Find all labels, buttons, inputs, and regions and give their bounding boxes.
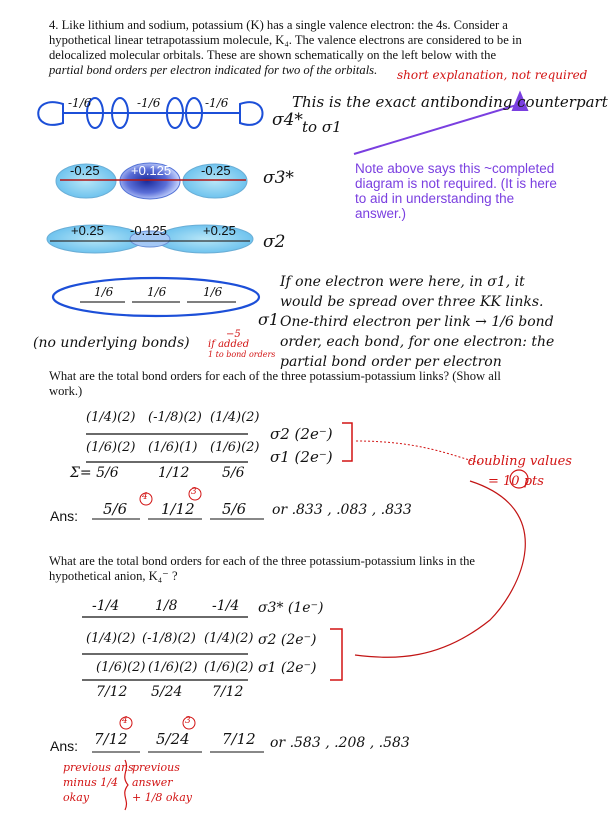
q1-sum: Σ= 5/6 <box>70 465 119 481</box>
problem-line: 4. Like lithium and sodium, potassium (K) has a single valence electron: the 4s. Consider a <box>49 18 508 32</box>
problem-line: partial bond orders per electron indicated for two of the orbitals. <box>49 63 378 77</box>
q2-label-s1: σ1 (2e⁻) <box>258 660 317 676</box>
sigma3-value: +0.125 <box>131 163 172 178</box>
q1-points: 4 <box>142 492 148 502</box>
grading-line: minus 1/4 <box>63 776 118 789</box>
q2-points: 3 <box>185 716 191 726</box>
sigma1-note-line: One-third electron per link → 1/6 bond <box>280 314 554 330</box>
if-added-line: if added <box>208 339 250 350</box>
q1-s1-term: (1/6)(2) <box>86 440 136 455</box>
doubling-line: doubling values <box>468 454 572 469</box>
margin-note: short explanation, not required <box>397 68 588 82</box>
sigma4-value: -1/6 <box>68 96 92 110</box>
q2-label-s3: σ3* (1e⁻) <box>258 600 324 616</box>
sigma4-label: σ4* <box>272 110 303 130</box>
q2-prompt <box>49 554 609 584</box>
q1-answer: 1/12 <box>161 500 195 518</box>
if-added-line: 1 to bond orders <box>208 350 276 359</box>
q1-sum: 5/6 <box>222 465 245 481</box>
sigma2-value: +0.25 <box>203 223 236 238</box>
q1-prompt-line: What are the total bond orders for each of the three potassium-potassium links? (Show all <box>49 369 501 383</box>
grading-note-right <box>132 760 192 805</box>
q1-points: 3 <box>191 487 197 497</box>
sigma1-note-line: order, each bond, for one electron: the <box>280 334 555 350</box>
q2-s1-term: (1/6)(2) <box>96 660 146 675</box>
q2-prompt-line: hypothetical anion, K₄⁻ ? <box>49 569 178 583</box>
q1-ans-label: Ans: <box>50 508 79 524</box>
q2-s3-term: -1/4 <box>212 598 240 614</box>
sigma3-value: -0.25 <box>201 163 231 178</box>
if-added-note <box>208 330 275 360</box>
sigma2-value: -0.125 <box>130 223 167 238</box>
sigma1-value: 1/6 <box>147 285 167 299</box>
q2-prompt-line: What are the total bond orders for each of the three potassium-potassium links in the <box>49 554 475 568</box>
q2-s3-term: 1/8 <box>155 598 178 614</box>
q2-s2-term: (1/4)(2) <box>86 631 136 646</box>
doubling-line: = 10 pts <box>488 474 544 489</box>
sigma4-note: to σ1 <box>302 118 342 136</box>
q2-s2-term: (1/4)(2) <box>204 631 254 646</box>
q2-s1-term: (1/6)(2) <box>148 660 198 675</box>
q1-label-s1: σ1 (2e⁻) <box>270 448 333 466</box>
sigma4-value: -1/6 <box>137 96 161 110</box>
q1-prompt-line: work.) <box>49 384 83 398</box>
grading-line: previous ans <box>63 761 134 774</box>
grading-note-left <box>63 760 134 805</box>
q1-label-s2: σ2 (2e⁻) <box>270 425 333 443</box>
q1-s2-term: (1/4)(2) <box>210 410 260 425</box>
q2-answer: 5/24 <box>156 730 190 748</box>
q2-sum: 7/12 <box>96 684 128 700</box>
q2-sum: 7/12 <box>212 684 244 700</box>
q2-s3-term: -1/4 <box>92 598 120 614</box>
doubling-note <box>468 452 572 492</box>
sigma2-label: σ2 <box>263 232 286 252</box>
sigma1-note <box>280 272 554 372</box>
sigma1-value: 1/6 <box>94 285 114 299</box>
purple-note-line: diagram is not required. (It is here <box>355 176 557 191</box>
purple-note-line: to aid in understanding the <box>355 191 515 206</box>
sigma2-value: +0.25 <box>71 223 104 238</box>
q1-sum: 1/12 <box>158 465 190 481</box>
q1-answer: 5/6 <box>222 500 247 518</box>
q2-label-s2: σ2 (2e⁻) <box>258 632 317 648</box>
q2-ans-label: Ans: <box>50 738 79 754</box>
sigma1-note-line: If one electron were here, in σ1, it <box>280 274 525 290</box>
q2-answer: 7/12 <box>222 730 256 748</box>
q2-answer: 7/12 <box>94 730 128 748</box>
purple-note <box>355 161 605 221</box>
q1-prompt <box>49 369 609 399</box>
grading-line: okay <box>63 791 90 804</box>
sigma3-label: σ3* <box>263 168 294 188</box>
sigma4-note: This is the exact antibonding counterpart <box>292 93 608 111</box>
sigma1-note-line: would be spread over three KK links. <box>280 294 544 310</box>
q2-points: 4 <box>122 716 128 726</box>
q1-s2-term: (1/4)(2) <box>86 410 136 425</box>
q1-s1-term: (1/6)(1) <box>148 440 198 455</box>
sigma3-value: -0.25 <box>70 163 100 178</box>
q1-answer: 5/6 <box>103 500 128 518</box>
q2-s2-term: (-1/8)(2) <box>142 631 196 646</box>
problem-line: delocalized molecular orbitals. These are shown schematically on the left below with the <box>49 48 497 62</box>
grading-line: answer <box>132 776 173 789</box>
purple-note-line: answer.) <box>355 206 407 221</box>
sigma1-value: 1/6 <box>203 285 223 299</box>
sigma4-value: -1/6 <box>205 96 229 110</box>
q1-alt-answers: or .833 , .083 , .833 <box>272 502 412 518</box>
sigma1-note-line: partial bond order per electron <box>280 354 502 370</box>
if-added-line: −5 <box>226 329 241 340</box>
grading-line: previous <box>132 761 180 774</box>
q1-s1-term: (1/6)(2) <box>210 440 260 455</box>
problem-line: hypothetical linear tetrapotassium molecule, K₄. The valence electrons are considered to be in <box>49 33 522 47</box>
no-underlying-note: (no underlying bonds) <box>33 335 190 351</box>
purple-note-line: Note above says this ~completed <box>355 161 555 176</box>
sigma1-label: σ1 <box>258 310 280 329</box>
q2-s1-term: (1/6)(2) <box>204 660 254 675</box>
q2-alt-answers: or .583 , .208 , .583 <box>270 735 410 751</box>
grading-line: + 1/8 okay <box>132 791 192 804</box>
q1-s2-term: (-1/8)(2) <box>148 410 202 425</box>
q2-sum: 5/24 <box>151 684 183 700</box>
